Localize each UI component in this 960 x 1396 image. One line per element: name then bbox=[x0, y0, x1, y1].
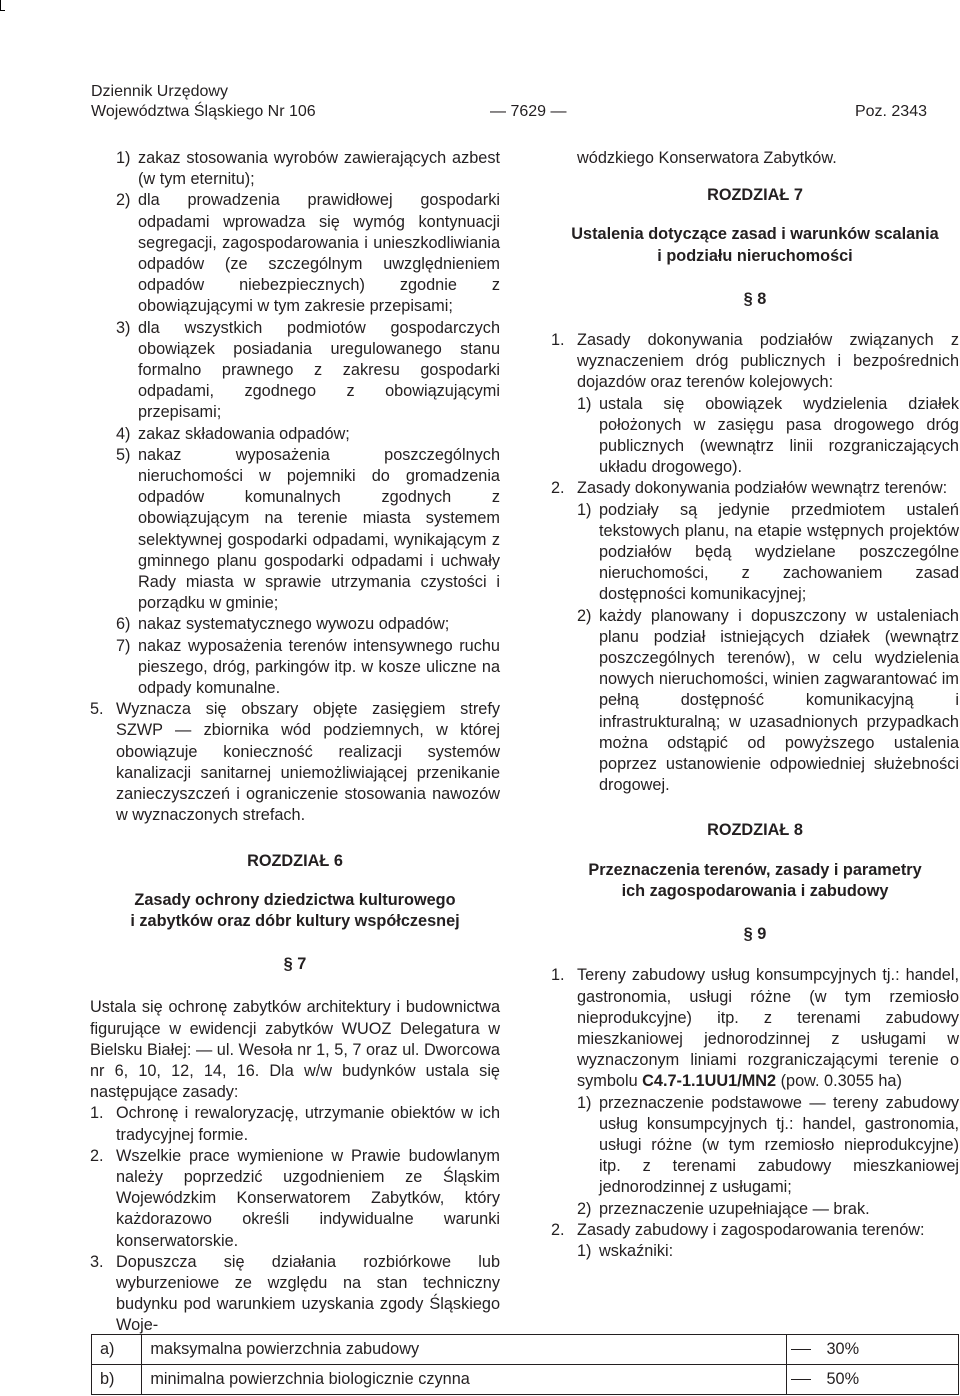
chapter-6-intro: Ustala się ochronę zabytków architektury i budownictwa figurujące w ewidencji zabytków WUOZ Delegatura w Bielsku Białej: — ul. Wesoła nr 1, 5, 7 oraz ul. Dworcowa nr 6, 10, 12, 14, 16. Dla w/w budynków ustala się następujące zasady: bbox=[90, 998, 500, 1102]
row-description: minimalna powierzchnia biologicznie czynna bbox=[142, 1365, 786, 1395]
indicators-table bbox=[91, 1334, 959, 1395]
row-description: maksymalna powierzchnia zabudowy bbox=[142, 1335, 786, 1365]
rule-item: 3. Dopuszcza się działania rozbiórkowe lub wyburzeniowe ze względu na stan techniczny budynku pod warunkiem uzyskania zgody Śląskiego Woje- bbox=[90, 1252, 500, 1335]
list-item: 1) wskaźniki: bbox=[577, 1241, 674, 1260]
chapter-7-subtitle-line1: Ustalenia dotyczące zasad i warunków scalania bbox=[571, 225, 939, 244]
list-item: 1) podziały są jedynie przedmiotem ustaleń tekstowych planu, na etapie wstępnych projektów podziałów będą wydzielane poszczególne nieruchomości, z zachowaniem zasad dostępności komunikacyjnej; bbox=[577, 500, 959, 604]
list-item: 1) zakaz stosowania wyrobów zawierających azbest (w tym eternitu); bbox=[116, 149, 500, 189]
list-item: 1) przeznaczenie podstawowe — tereny zabudowy usług konsumpcyjnych tj.: handel, gastronomia, usługi różne (w tym rzemiosło nieprodukcyjne) itp. z terenami zabudowy mieszkaniowej jednorodzinnej z usługami; bbox=[577, 1093, 959, 1197]
list-item: 6) nakaz systematycznego wywozu odpadów; bbox=[116, 615, 450, 634]
continuation-text: wódzkiego Konserwatora Zabytków. bbox=[577, 149, 837, 167]
row-value: 30% bbox=[786, 1335, 959, 1365]
row-label: a) bbox=[92, 1335, 142, 1365]
journal-title-line1: Dziennik Urzędowy bbox=[91, 83, 228, 100]
left-column bbox=[90, 148, 500, 1337]
journal-title-line2: Województwa Śląskiego Nr 106 bbox=[91, 103, 316, 120]
paragraph-8: § 8 bbox=[743, 289, 767, 308]
chapter-7-title: ROZDZIAŁ 7 bbox=[707, 186, 803, 205]
point-5: 5. Wyznacza się obszary objęte zasięgiem strefy SZWP — zbiornika wód podziemnych, w której obowiązuje konieczność realizacji systemów kanalizacji sanitarnej uniemożliwiającej przenikanie zanieczyszczeń i ograniczenie stosowania nawozów w wyznaczonych strefach. bbox=[90, 700, 500, 825]
list-item: 2) każdy planowany i dopuszczony w ustaleniach planu podział istniejących działek (wewnątrz poszczególnych terenów), w celu wydzielenia nowych nieruchomości, winien zagwarantować im pełną dostępność komunikacyjną i infrastrukturalną; w uzasadnionych przypadkach można odstąpić od powyższego ustalenia poprzez ustanowienie odpowiedniej służebności drogowej. bbox=[577, 606, 959, 795]
point-2: 2. Zasady zabudowy i zagospodarowania terenów: bbox=[551, 1220, 925, 1239]
page-number: — 7629 — bbox=[490, 103, 567, 120]
chapter-8-title: ROZDZIAŁ 8 bbox=[707, 821, 803, 840]
paragraph-7: § 7 bbox=[283, 955, 307, 974]
chapter-7-subtitle-line2: i podziału nieruchomości bbox=[657, 246, 853, 265]
list-item: 3) dla wszystkich podmiotów gospodarczych obowiązek posiadania uregulowanego stanu formalno prawnego z zakresu gospodarki odpadami, zgodnego z obowiązującymi przepisami; bbox=[116, 318, 500, 422]
chapter-6-subtitle-line2: i zabytków oraz dóbr kultury współczesnej bbox=[130, 911, 460, 930]
rule-item: 2. Wszelkie prace wymienione w Prawie budowlanym należy poprzedzić uzgodnieniem ze Śląskim Wojewódzkim Konserwatorem Zabytków, który każdorazowo określi indywidualne warunki konserwatorskie. bbox=[90, 1146, 500, 1250]
dash-mark bbox=[791, 1349, 811, 1350]
point-2: 2. Zasady dokonywania podziałów wewnątrz terenów: bbox=[551, 479, 948, 498]
chapter-6-subtitle-line1: Zasady ochrony dziedzictwa kulturowego bbox=[134, 890, 456, 909]
list-item: 4) zakaz składowania odpadów; bbox=[116, 424, 350, 443]
zone-symbol: C4.7-1.1UU1/MN2 bbox=[642, 1072, 777, 1091]
crop-mark bbox=[0, 0, 5, 11]
list-item: 2) dla prowadzenia prawidłowej gospodarki odpadami wprowadza się wymóg kontynuacji segregacji, zagospodarowania i unieszkodliwiania odpadów (ze szczególnym uwzględnieniem odpadów niebezpiecznych) zgodnie z obowiązującymi w tym zakresie przepisami; bbox=[116, 191, 500, 316]
list-item: 1) ustala się obowiązek wydzielenia działek położonych w zasięgu pasa drogowego dróg publicznych (wewnątrz linii rozgraniczających układu drogowego). bbox=[577, 394, 959, 477]
chapter-6-title: ROZDZIAŁ 6 bbox=[247, 851, 343, 870]
rule-item: 1. Ochronę i rewaloryzację, utrzymanie obiektów w ich tradycyjnej formie. bbox=[90, 1104, 500, 1144]
table-row bbox=[92, 1335, 959, 1365]
chapter-8-subtitle-line1: Przeznaczenia terenów, zasady i parametry bbox=[588, 860, 922, 879]
right-column bbox=[551, 148, 959, 1262]
point-1: 1. Tereny zabudowy usług konsumpcyjnych tj.: handel, gastronomia, usługi różne (w tym rzemiosło nieprodukcyjne) itp. z terenami zabudowy mieszkaniowej jednorodzinnej z usługami w wyznaczonym liniami rozgraniczającymi terenie o symbolu C4.7-1.1UU1/MN2 (pow. 0.3055 ha) bbox=[551, 966, 959, 1091]
paragraph-9: § 9 bbox=[743, 925, 767, 944]
journal-title bbox=[91, 82, 316, 122]
chapter-8-subtitle-line2: ich zagospodarowania i zabudowy bbox=[621, 881, 889, 900]
list-item: 5) nakaz wyposażenia poszczególnych nieruchomości w pojemniki do gromadzenia odpadów komunalnych zgodnych z obowiązującym na terenie miasta systemem selektywnej gospodarki odpadami, wynikającym z gminnego planu gospodarki odpadami i uchwały Rady miasta w sprawie utrzymania czystości i porządku w gminie; bbox=[116, 445, 500, 613]
point-1: 1. Zasady dokonywania podziałów związanych z wyznaczeniem dróg publicznych i bezpośrednich dojazdów oraz terenów kolejowych: bbox=[551, 331, 959, 392]
list-item: 2) przeznaczenie uzupełniające — brak. bbox=[577, 1199, 870, 1218]
dash-mark bbox=[791, 1379, 811, 1380]
list-item: 7) nakaz wyposażenia terenów intensywnego ruchu pieszego, dróg, parkingów itp. w kosze uliczne na odpady komunalne. bbox=[116, 636, 500, 698]
row-label: b) bbox=[92, 1365, 142, 1395]
position-number: Poz. 2343 bbox=[854, 103, 927, 120]
table-row bbox=[92, 1365, 959, 1395]
row-value: 50% bbox=[786, 1365, 959, 1395]
